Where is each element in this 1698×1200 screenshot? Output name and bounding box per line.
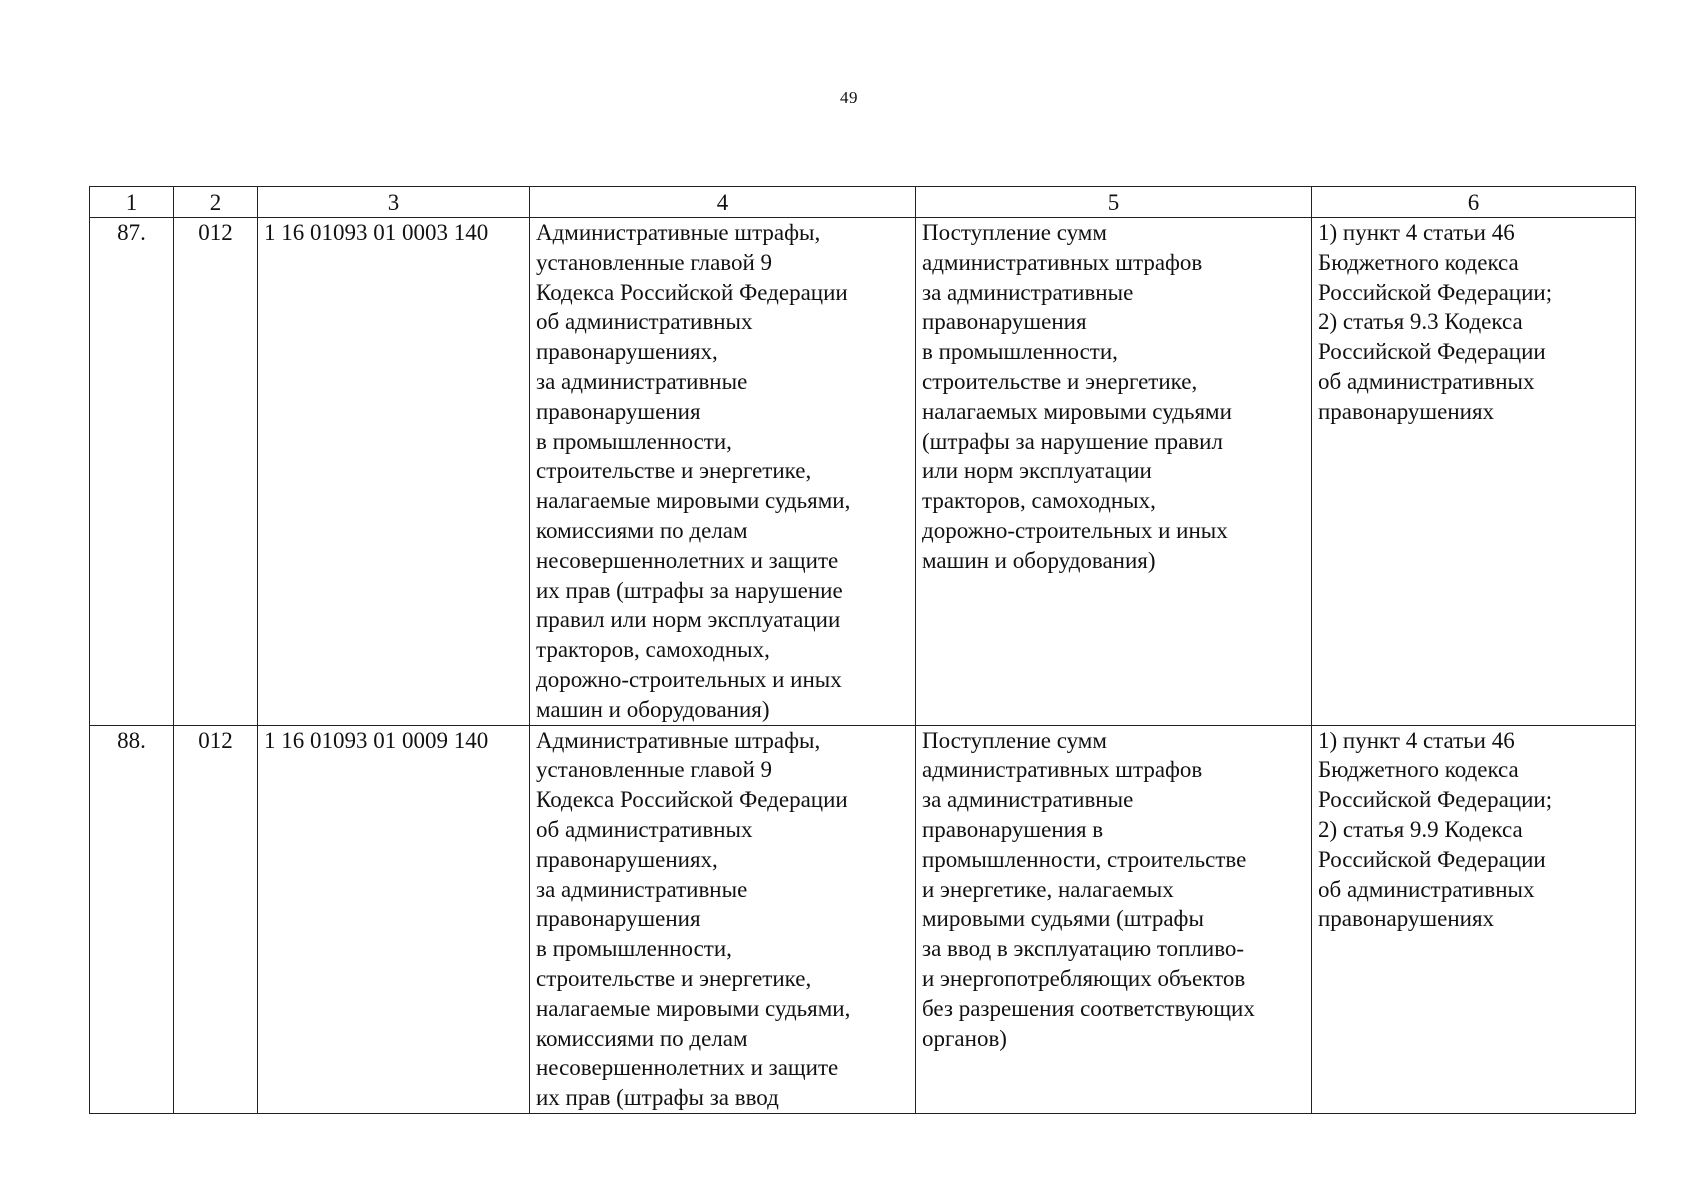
header-col-6: 6 <box>1312 187 1636 218</box>
admin-code: 012 <box>174 218 258 726</box>
revenue-description: Поступление сумм административных штрафов за административные правонарушения в промышленности, строительстве и энергетике, налагаемых мировыми судьями (штрафы за нарушение правил или норм эксплуатации тракторов, самоходных, дорожно-строительных и иных машин и оборудования) <box>916 218 1312 726</box>
header-col-3: 3 <box>258 187 530 218</box>
revenue-name: Административные штрафы, установленные главой 9 Кодекса Российской Федерации об административных правонарушениях, за административные правонарушения в промышленности, строительстве и энергетике, налагаемые мировыми судьями, комиссиями по делам несовершеннолетних и защите их прав (штрафы за нарушение правил или норм эксплуатации тракторов, самоходных, дорожно-строительных и иных машин и оборудования) <box>530 218 916 726</box>
table-header-row <box>90 187 1636 218</box>
admin-code: 012 <box>174 725 258 1113</box>
row-number: 87. <box>90 218 174 726</box>
row-number: 88. <box>90 725 174 1113</box>
legal-basis: 1) пункт 4 статьи 46 Бюджетного кодекса Российской Федерации; 2) статья 9.3 Кодекса Российской Федерации об административных правонарушениях <box>1312 218 1636 726</box>
header-col-2: 2 <box>174 187 258 218</box>
header-col-5: 5 <box>916 187 1312 218</box>
budget-classification-code: 1 16 01093 01 0003 140 <box>258 218 530 726</box>
revenue-name: Административные штрафы, установленные главой 9 Кодекса Российской Федерации об административных правонарушениях, за административные правонарушения в промышленности, строительстве и энергетике, налагаемые мировыми судьями, комиссиями по делам несовершеннолетних и защите их прав (штрафы за ввод <box>530 725 916 1113</box>
legal-basis: 1) пункт 4 статьи 46 Бюджетного кодекса Российской Федерации; 2) статья 9.9 Кодекса Российской Федерации об административных правонарушениях <box>1312 725 1636 1113</box>
table-row <box>90 725 1636 1113</box>
budget-classification-code: 1 16 01093 01 0009 140 <box>258 725 530 1113</box>
header-col-1: 1 <box>90 187 174 218</box>
header-col-4: 4 <box>530 187 916 218</box>
page-number: 49 <box>840 88 858 107</box>
revenue-description: Поступление сумм административных штрафов за административные правонарушения в промышленности, строительстве и энергетике, налагаемых мировыми судьями (штрафы за ввод в эксплуатацию топливо- и энергопотребляющих объектов без разрешения соответствующих органов) <box>916 725 1312 1113</box>
table-row <box>90 218 1636 726</box>
revenue-codes-table <box>89 186 1636 1114</box>
